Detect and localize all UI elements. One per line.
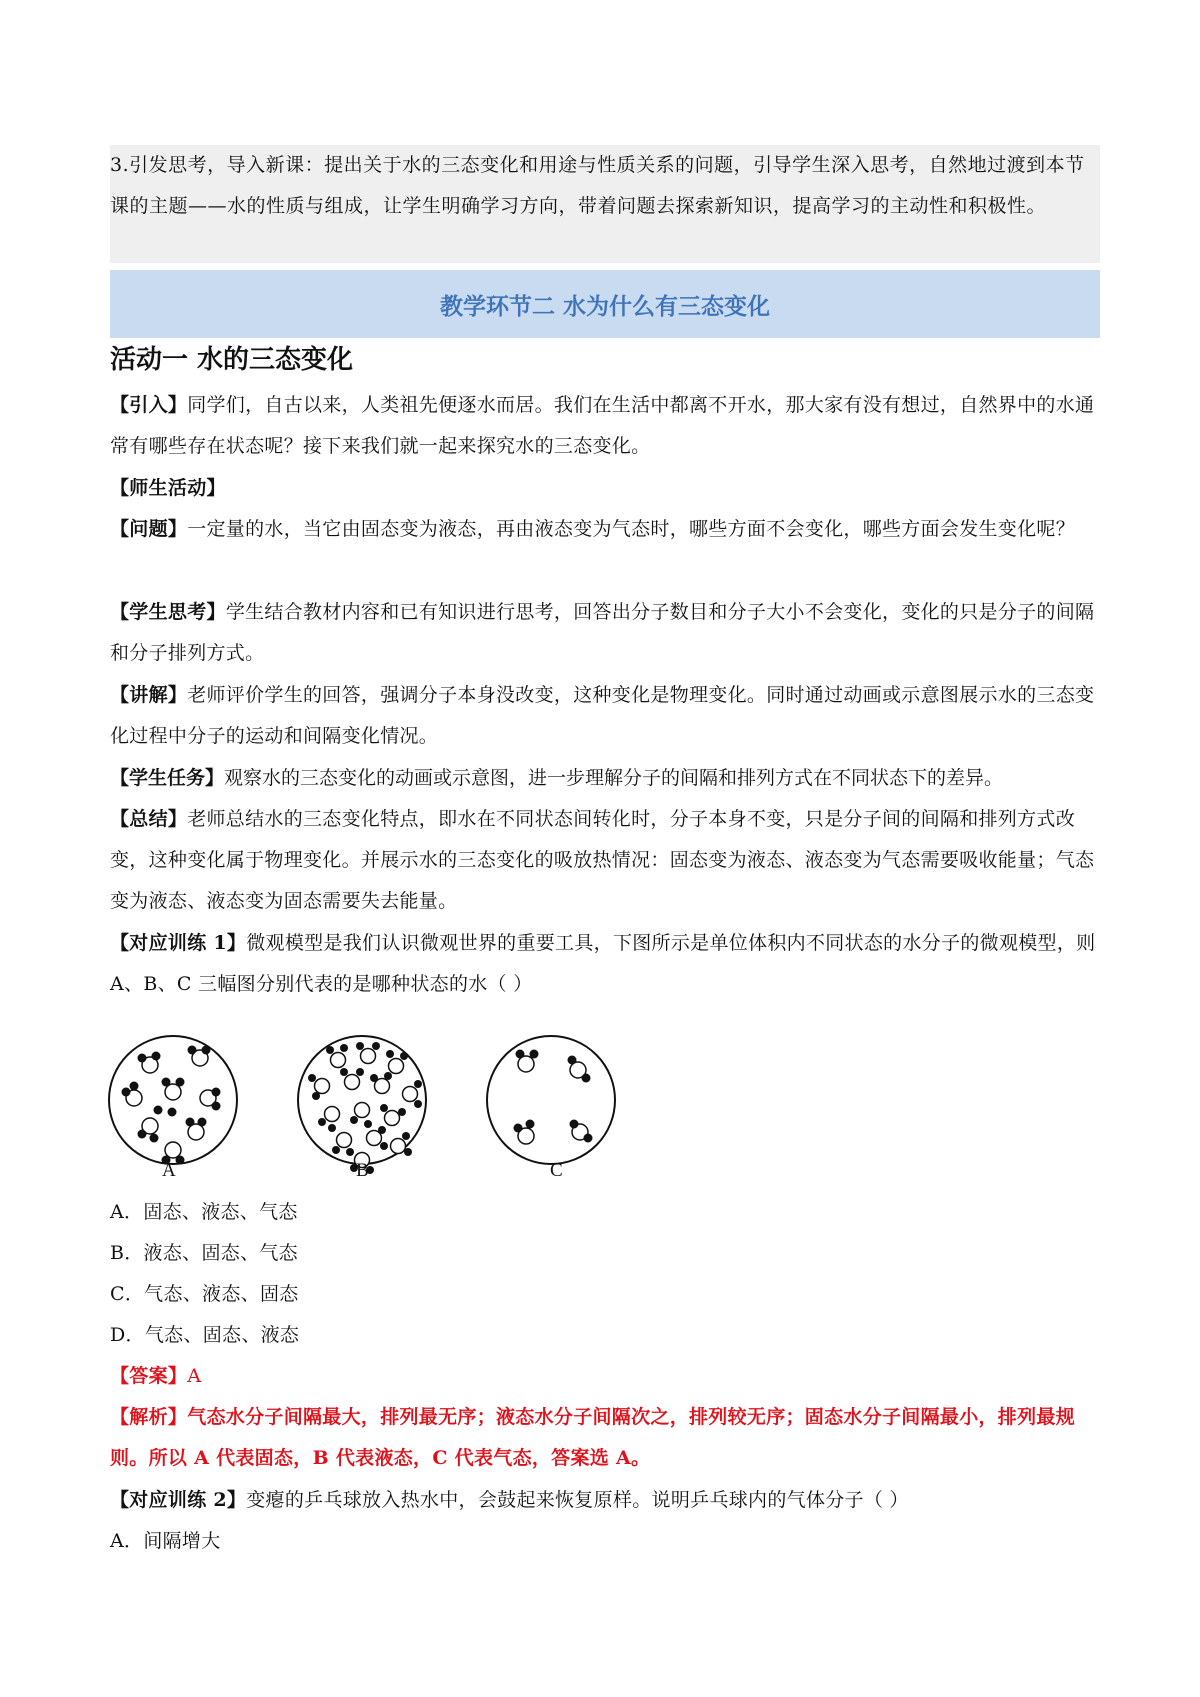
- answer-tag: 【答案】: [110, 1365, 188, 1387]
- explain-text: 老师评价学生的回答，强调分子本身没改变，这种变化是物理变化。同时通过动画或示意图展示水的三态变化过程中分子的运动和间隔变化情况。: [110, 684, 1095, 747]
- explain-tag: 【讲解】: [110, 684, 188, 706]
- exercise2-text: 变瘪的乒乓球放入热水中，会鼓起来恢复原样。说明乒乓球内的气体分子（ ）: [246, 1489, 909, 1511]
- analysis-tag: 【解析】: [110, 1406, 188, 1428]
- exercise2-paragraph: [110, 1480, 1100, 1521]
- section-title: 教学环节二 水为什么有三态变化: [439, 293, 770, 320]
- task-paragraph: [110, 758, 1100, 799]
- explain-paragraph: [110, 675, 1100, 757]
- summary-tag: 【总结】: [110, 808, 188, 830]
- section-banner: [110, 270, 1100, 338]
- diagram-label-a: A: [162, 1160, 176, 1181]
- option-d: D．气态、固态、液态: [110, 1324, 300, 1346]
- activity-title: 活动一 水的三态变化: [110, 345, 354, 375]
- analysis-paragraph: [110, 1397, 1100, 1479]
- question-tag: 【问题】: [110, 518, 188, 540]
- intro-box: [110, 145, 1100, 263]
- question-paragraph: [110, 509, 1100, 550]
- question-text: 一定量的水，当它由固态变为液态，再由液态变为气态时，哪些方面不会变化，哪些方面会发生变化呢？: [187, 518, 1076, 540]
- think-tag: 【学生思考】: [110, 601, 226, 623]
- intro-text: 3.引发思考，导入新课：提出关于水的三态变化和用途与性质关系的问题，引导学生深入思考，自然地过渡到本节课的主题——水的性质与组成，让学生明确学习方向，带着问题去探索新知识，提高学习的主动性和积极性。: [110, 154, 1085, 217]
- summary-paragraph: [110, 799, 1100, 922]
- answer-line: [110, 1356, 1100, 1397]
- exercise1-paragraph: [110, 923, 1100, 1005]
- exercise2-option-a: A．间隔增大: [110, 1530, 221, 1552]
- analysis-text: 气态水分子间隔最大，排列最无序；液态水分子间隔次之，排列较无序；固态水分子间隔最小，排列最规则。所以 A 代表固态，B 代表液态，C 代表气态，答案选 A。: [110, 1406, 1076, 1469]
- circle-c: [487, 1036, 615, 1164]
- think-text: 学生结合教材内容和已有知识进行思考，回答出分子数目和分子大小不会变化，变化的只是分子的间隔和分子排列方式。: [110, 601, 1095, 664]
- intro-tag: 【引入】: [110, 394, 188, 416]
- diagram-label-b: B: [356, 1160, 369, 1181]
- option-b: B．液态、固态、气态: [110, 1242, 298, 1264]
- intro-paragraph-text: 同学们，自古以来，人类祖先便逐水而居。我们在生活中都离不开水，那大家有没有想过，自然界中的水通常有哪些存在状态呢？接下来我们就一起来探究水的三态变化。: [110, 394, 1095, 457]
- exercise2-tag: 【对应训练 2】: [110, 1489, 247, 1511]
- activity-heading: [110, 468, 1100, 509]
- summary-text: 老师总结水的三态变化特点，即水在不同状态间转化时，分子本身不变，只是分子间的间隔和排列方式改变，这种变化属于物理变化。并展示水的三态变化的吸放热情况：固态变为液态、液态变为气态需要吸收能量；气态变为液态、液态变为固态需要失去能量。: [110, 808, 1095, 912]
- molecule-diagram: [106, 1020, 666, 1190]
- task-text: 观察水的三态变化的动画或示意图，进一步理解分子的间隔和排列方式在不同状态下的差异。: [224, 767, 1004, 789]
- activity-tag: 【师生活动】: [110, 477, 226, 499]
- diagram-label-c: C: [550, 1160, 563, 1181]
- circle-a: [109, 1036, 237, 1165]
- exercise1-tag: 【对应训练 1】: [110, 932, 247, 954]
- option-c: C．气态、液态、固态: [110, 1283, 299, 1305]
- answer-text: A: [187, 1365, 202, 1387]
- exercise1-text: 微观模型是我们认识微观世界的重要工具，下图所示是单位体积内不同状态的水分子的微观模型，则 A、B、C 三幅图分别代表的是哪种状态的水（ ）: [110, 932, 1096, 995]
- think-paragraph: [110, 592, 1100, 674]
- intro-paragraph: [110, 385, 1100, 467]
- option-a: A．固态、液态、气态: [110, 1201, 298, 1223]
- task-tag: 【学生任务】: [110, 767, 225, 789]
- molecule-diagram-svg: [106, 1020, 666, 1190]
- circle-b: [298, 1036, 426, 1174]
